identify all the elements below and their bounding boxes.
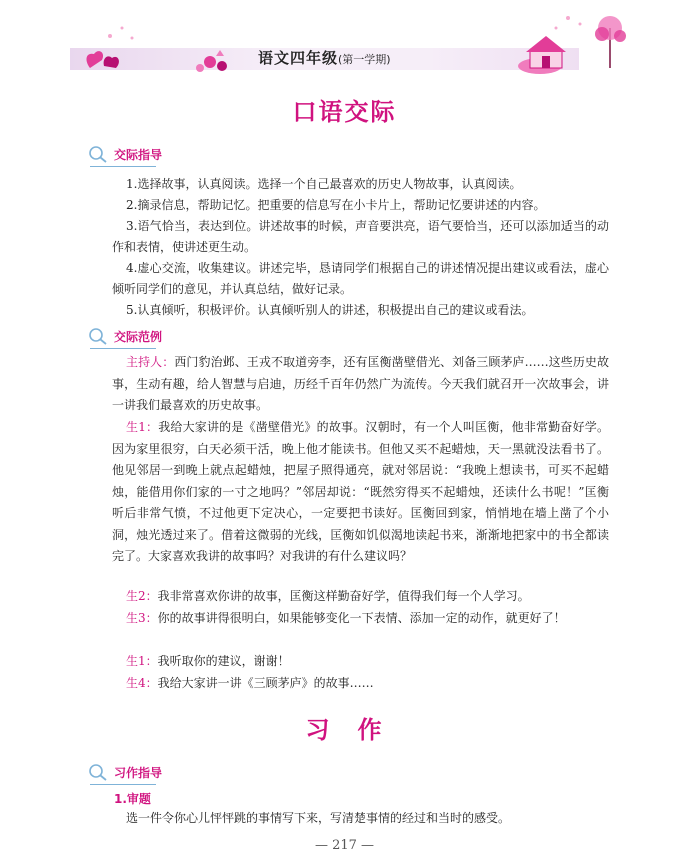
dialogue-text: 我非常喜欢你讲的故事，匡衡这样勤奋好学，值得我们每一个人学习。 <box>157 589 530 603</box>
dialogue-text: 我听取你的建议，谢谢！ <box>157 654 290 668</box>
magnifier-icon <box>88 145 110 163</box>
guide-underline <box>90 166 156 167</box>
speaker-label: 生1： <box>126 654 158 668</box>
dialogue-line <box>112 352 609 417</box>
writing-guide-heading <box>88 762 162 782</box>
house-decoration-icon <box>510 8 660 78</box>
magnifier-icon <box>88 763 110 781</box>
flower-decoration-icon <box>70 18 240 78</box>
speaker-label: 生2： <box>126 589 158 603</box>
dialogue-text: 我给大家讲一讲《三顾茅庐》的故事…… <box>157 676 374 690</box>
guide-heading-text: 交际指导 <box>114 147 163 162</box>
magnifier-icon <box>88 327 110 345</box>
example-heading <box>88 326 162 346</box>
example-underline <box>90 348 156 349</box>
dialogue-line <box>112 586 609 608</box>
writing-prompt: 选一件令你心儿怦怦跳的事情写下来，写清楚事情的经过和当时的感受。 <box>126 811 511 825</box>
dialogue-text: 你的故事讲得很明白，如果能够变化一下表情、添加一定的动作，就更好了！ <box>157 611 566 625</box>
book-subtitle: (第一学期) <box>338 53 391 66</box>
speaker-label: 生4： <box>126 676 158 690</box>
page-header <box>0 0 689 80</box>
dialogue-text: 西门豹治邺、王戎不取道旁李，还有匡衡凿壁借光、刘备三顾茅庐……这些历史故事，生动有趣，给人智慧与启迪，历经千百年仍然广为流传。今天我们就召开一次故事会，讲一讲我们最喜欢的历史故事。 <box>112 355 609 412</box>
writing-guide-heading-text: 习作指导 <box>114 765 163 780</box>
guide-item: 4.虚心交流，收集建议。讲述完毕，恳请同学们根据自己的讲述情况提出建议或看法，虚心倾听同学们的意见，并认真总结，做好记录。 <box>112 261 609 296</box>
speaker-label: 生3： <box>126 611 158 625</box>
guide-item: 5.认真倾听，积极评价。认真倾听别人的讲述，积极提出自己的建议或看法。 <box>126 303 534 317</box>
speaker-label: 生1： <box>126 420 159 434</box>
book-title-text: 语文四年级 <box>258 49 339 67</box>
example-heading-text: 交际范例 <box>114 329 163 344</box>
book-title <box>258 47 391 68</box>
dialogue-line <box>112 608 609 630</box>
oral-section-title: 口语交际 <box>292 98 397 126</box>
writing-subheading: 1.审题 <box>114 792 151 806</box>
dialogue-line <box>112 673 609 695</box>
speaker-label: 主持人： <box>126 355 175 369</box>
dialogue-text: 我给大家讲的是《凿壁借光》的故事。汉朝时，有一个人叫匡衡，他非常勤奋好学。因为家里很穷，白天必须干活，晚上他才能读书。但他又买不起蜡烛，天一黑就没法看书了。他见邻居一到晚上就点起蜡烛，把屋子照得通亮，就对邻居说：“我晚上想读书，可买不起蜡烛，能借用你们家的一寸之地吗？”邻居却说：“既然穷得买不起蜡烛，还读什么书呢！”匡衡听后非常气愤，不过他更下定决心，一定要把书读好。匡衡回到家，悄悄地在墙上凿了个小洞，烛光透过来了。借着这微弱的光线，匡衡如饥似渴地读起书来，渐渐地把家中的书全都读完了。大家喜欢我讲的故事吗？对我讲的有什么建议吗？ <box>112 420 609 563</box>
writing-section-title: 习 作 <box>305 716 384 744</box>
guide-item: 3.语气恰当，表达到位。讲述故事的时候，声音要洪亮，语气要恰当，还可以添加适当的动作和表情，使讲述更生动。 <box>112 219 609 254</box>
page-number: — 217 — <box>314 838 375 853</box>
guide-item: 2.摘录信息，帮助记忆。把重要的信息写在小卡片上，帮助记忆要讲述的内容。 <box>126 198 546 212</box>
guide-heading <box>88 144 162 164</box>
dialogue-line <box>112 417 609 568</box>
dialogue-line <box>112 651 609 673</box>
guide-item: 1.选择故事，认真阅读。选择一个自己最喜欢的历史人物故事，认真阅读。 <box>126 177 522 191</box>
writing-guide-underline <box>90 784 156 785</box>
